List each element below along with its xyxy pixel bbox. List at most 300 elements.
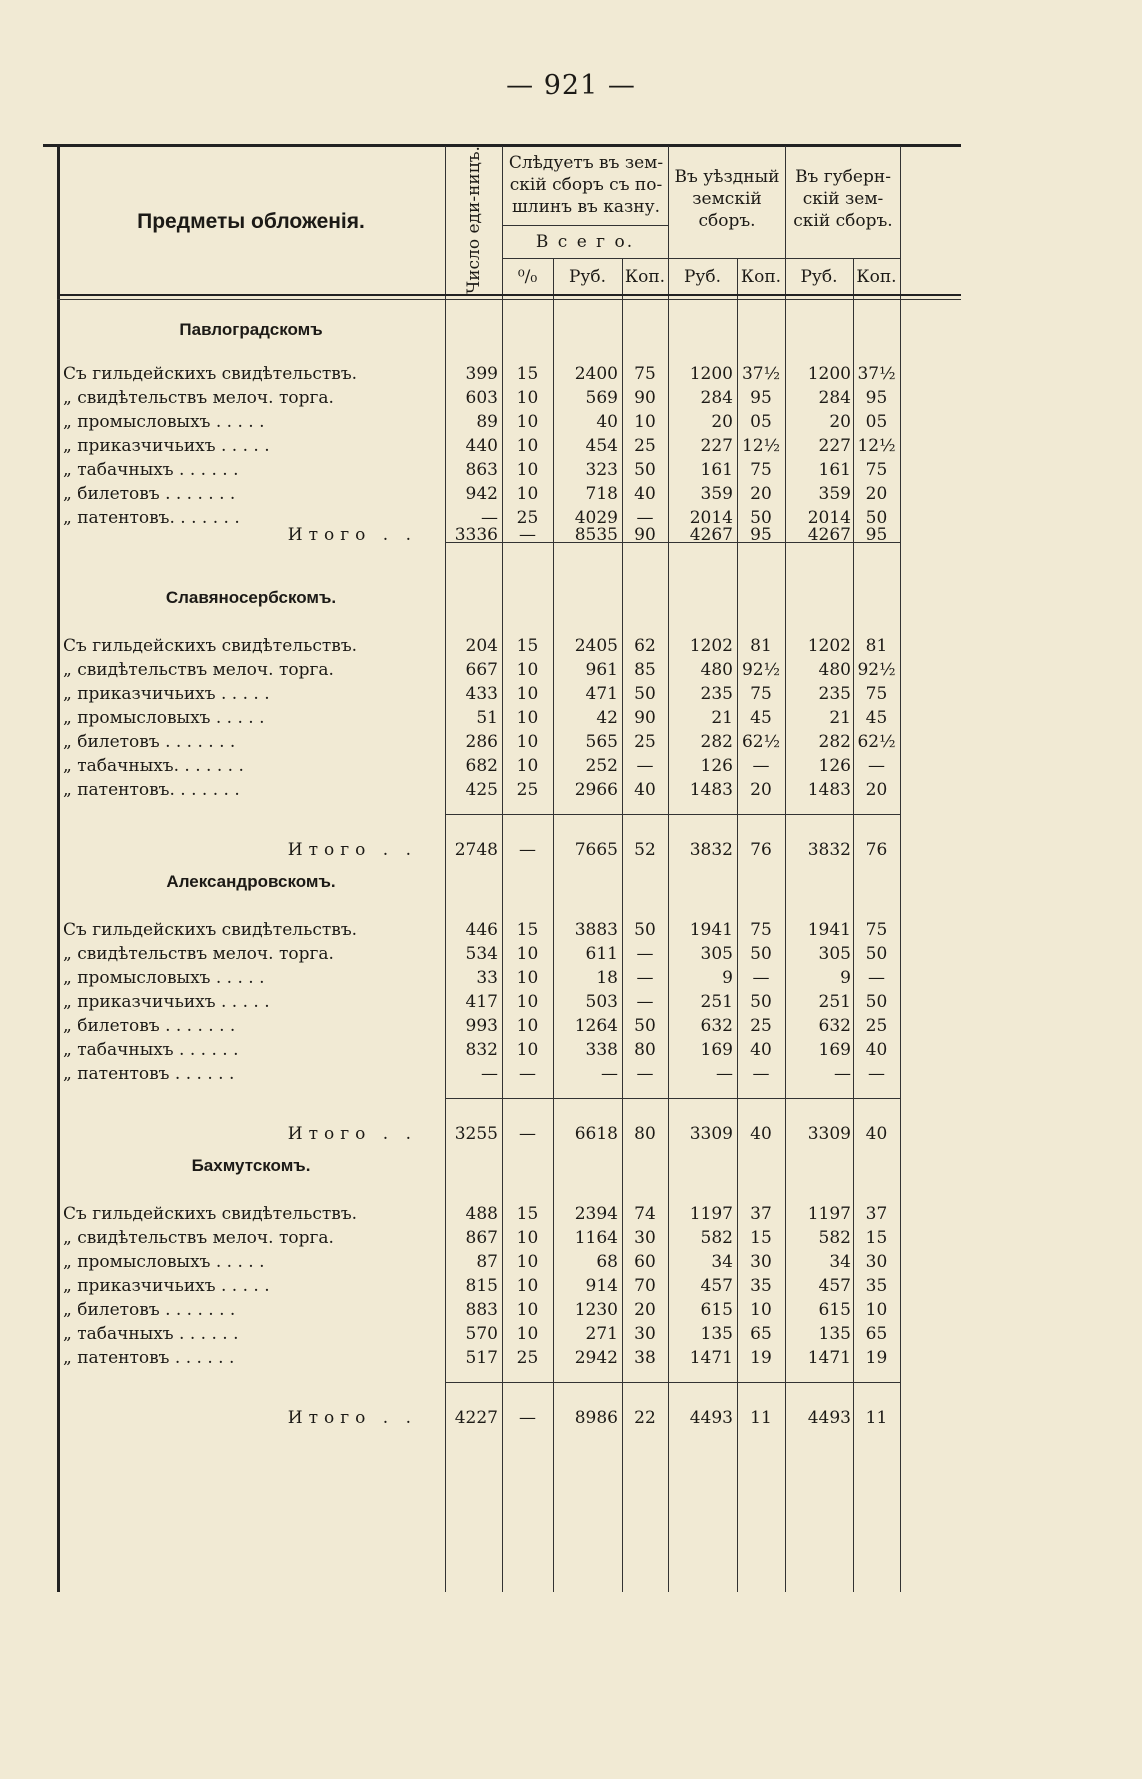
cell-pct: 10 [516, 1016, 539, 1036]
cell-g-kop: 95 [865, 525, 888, 545]
cell-units: 425 [465, 780, 498, 800]
cell-g-kop: 92½ [857, 660, 896, 680]
cell-d-kop: 40 [750, 1124, 772, 1144]
cell-g-rub: 282 [818, 732, 851, 752]
total-row [57, 838, 961, 862]
district-header: Въ уѣздный земскій сборъ. [674, 167, 780, 231]
cell-kop: 50 [634, 460, 656, 480]
row-label: „ свидѣтельствъ мелоч. торга. [63, 388, 334, 408]
cell-d-rub: 1202 [689, 636, 733, 656]
cell-pct: 15 [516, 920, 539, 940]
cell-d-rub: 9 [722, 968, 733, 988]
cell-g-rub: 1483 [807, 780, 851, 800]
cell-kop: — [636, 992, 654, 1012]
cell-pct: 10 [516, 1324, 539, 1344]
table-row [57, 942, 961, 966]
cell-g-rub: 20 [829, 412, 851, 432]
cell-d-kop: 50 [750, 992, 772, 1012]
cell-units: 204 [465, 636, 498, 656]
cell-d-rub: 305 [700, 944, 733, 964]
cell-d-rub: 1471 [689, 1348, 733, 1368]
cell-d-kop: — [752, 756, 770, 776]
cell-kop: 50 [634, 920, 656, 940]
cell-rub: 503 [585, 992, 618, 1012]
cell-d-rub: 21 [711, 708, 733, 728]
cell-pct: 10 [516, 436, 539, 456]
cell-g-kop: 05 [865, 412, 888, 432]
cell-kop: 40 [634, 780, 656, 800]
cell-d-kop: 75 [750, 920, 772, 940]
cell-d-kop: 12½ [741, 436, 781, 456]
cell-g-rub: 480 [818, 660, 851, 680]
table-row [57, 634, 961, 658]
table-row [57, 682, 961, 706]
cell-pct: — [519, 840, 536, 860]
cell-g-rub: 135 [818, 1324, 851, 1344]
cell-d-kop: — [752, 968, 770, 988]
cell-rub: 2405 [574, 636, 618, 656]
cell-d-kop: 95 [750, 525, 772, 545]
cell-units: 440 [465, 436, 498, 456]
cell-g-rub: 4267 [807, 525, 851, 545]
cell-pct: 10 [516, 992, 539, 1012]
cell-pct: 10 [516, 1300, 539, 1320]
cell-pct: 10 [516, 484, 539, 504]
cell-kop: 85 [634, 660, 656, 680]
cell-units: 534 [465, 944, 498, 964]
table-row [57, 990, 961, 1014]
row-label: „ патентовъ. . . . . . . [63, 508, 240, 528]
provincial-header: Въ губерн-скій зем-скій сборъ. [793, 167, 893, 231]
cell-g-kop: 75 [865, 920, 888, 940]
cell-units: — [481, 1064, 498, 1084]
row-label: „ патентовъ . . . . . . [63, 1064, 235, 1084]
row-label: „ свидѣтельствъ мелоч. торга. [63, 1228, 334, 1248]
row-label: „ патентовъ . . . . . . [63, 1348, 235, 1368]
table-row [57, 1038, 961, 1062]
row-label: „ табачныхъ. . . . . . . [63, 756, 244, 776]
cell-d-kop: 92½ [741, 660, 781, 680]
row-label: Съ гильдейскихъ свидѣтельствъ. [63, 1204, 358, 1224]
cell-kop: 52 [634, 840, 656, 860]
cell-rub: 914 [585, 1276, 618, 1296]
cell-g-kop: 50 [865, 508, 888, 528]
cell-g-kop: 65 [865, 1324, 888, 1344]
cell-rub: 569 [585, 388, 618, 408]
row-label: Съ гильдейскихъ свидѣтельствъ. [63, 636, 358, 656]
cell-units: 399 [465, 364, 498, 384]
total-label: Итого . . [287, 525, 417, 545]
cell-kop: 90 [634, 708, 656, 728]
cell-kop: 90 [634, 388, 656, 408]
cell-pct: 10 [516, 1252, 539, 1272]
section-title: Славяносербскомъ. [165, 588, 337, 607]
cell-rub: 1264 [574, 1016, 618, 1036]
cell-units: 667 [465, 660, 498, 680]
table-row [57, 730, 961, 754]
cell-d-kop: 40 [750, 1040, 772, 1060]
cell-rub: 338 [585, 1040, 618, 1060]
cell-g-rub: 126 [818, 756, 851, 776]
cell-d-kop: 75 [750, 460, 772, 480]
cell-pct: 10 [516, 1228, 539, 1248]
row-label: „ билетовъ . . . . . . . [63, 732, 236, 752]
cell-g-kop: 35 [865, 1276, 888, 1296]
table-row [57, 706, 961, 730]
cell-g-kop: — [868, 756, 885, 776]
cell-g-rub: 2014 [807, 508, 851, 528]
table-row [57, 1014, 961, 1038]
cell-g-kop: — [868, 968, 885, 988]
cell-pct: — [519, 1408, 536, 1428]
row-label: „ промысловыхъ . . . . . [63, 1252, 265, 1272]
cell-units: 433 [465, 684, 498, 704]
cell-g-kop: 62½ [857, 732, 896, 752]
table-row [57, 458, 961, 482]
cell-g-kop: 30 [865, 1252, 888, 1272]
cell-g-rub: 457 [818, 1276, 851, 1296]
header-rule [502, 225, 668, 226]
cell-units: 603 [465, 388, 498, 408]
total-header: В с е г о. [535, 232, 635, 252]
header-rule [502, 258, 900, 259]
row-label: „ табачныхъ . . . . . . [63, 1040, 239, 1060]
cell-units: 87 [476, 1252, 498, 1272]
cell-rub: 40 [596, 412, 618, 432]
cell-pct: 10 [516, 684, 539, 704]
cell-kop: 38 [634, 1348, 656, 1368]
cell-pct: 25 [516, 780, 539, 800]
cell-d-kop: 37 [750, 1204, 772, 1224]
cell-rub: 271 [585, 1324, 618, 1344]
cell-g-kop: 25 [865, 1016, 888, 1036]
cell-d-kop: 50 [750, 508, 772, 528]
cell-g-rub: 1471 [807, 1348, 851, 1368]
cell-g-rub: 615 [818, 1300, 851, 1320]
cell-pct: 10 [516, 968, 539, 988]
cell-units: 867 [465, 1228, 498, 1248]
cell-d-kop: 65 [750, 1324, 772, 1344]
cell-d-kop: 37½ [741, 364, 781, 384]
cell-pct: 10 [516, 756, 539, 776]
total-label: Итого . . [287, 1408, 417, 1428]
cell-d-rub: 34 [711, 1252, 733, 1272]
header-bottom-rule [57, 294, 961, 296]
cell-g-kop: 40 [865, 1040, 888, 1060]
row-label: „ билетовъ . . . . . . . [63, 484, 236, 504]
page-number: — 921 — [506, 70, 636, 101]
cell-d-kop: 11 [750, 1408, 772, 1428]
cell-pct: 15 [516, 1204, 539, 1224]
cell-rub: 718 [585, 484, 618, 504]
cell-units: 942 [465, 484, 498, 504]
cell-g-kop: 50 [865, 992, 888, 1012]
cell-rub: 18 [596, 968, 618, 988]
cell-units: 863 [465, 460, 498, 480]
row-label: „ табачныхъ . . . . . . [63, 460, 239, 480]
cell-units: 832 [465, 1040, 498, 1060]
cell-pct: 25 [516, 508, 539, 528]
cell-kop: — [636, 1064, 654, 1084]
table-row [57, 1062, 961, 1086]
cell-units: 446 [465, 920, 498, 940]
cell-units: 417 [465, 992, 498, 1012]
section-title: Павлоградскомъ [179, 320, 323, 339]
cell-pct: 10 [516, 388, 539, 408]
cell-d-rub: 1200 [689, 364, 733, 384]
cell-units: 570 [465, 1324, 498, 1344]
cell-d-kop: 81 [750, 636, 772, 656]
cell-kop: 90 [634, 525, 656, 545]
cell-kop: 25 [634, 436, 656, 456]
cell-d-rub: 2014 [689, 508, 733, 528]
cell-g-rub: 1941 [807, 920, 851, 940]
cell-d-rub: 632 [700, 1016, 733, 1036]
cell-pct: 15 [516, 636, 539, 656]
cell-pct: 25 [516, 1348, 539, 1368]
cell-g-rub: 632 [818, 1016, 851, 1036]
table-row [57, 410, 961, 434]
cell-d-kop: 62½ [741, 732, 781, 752]
cell-d-kop: 15 [750, 1228, 772, 1248]
cell-kop: — [636, 944, 654, 964]
cell-kop: 70 [634, 1276, 656, 1296]
cell-units: 4227 [454, 1408, 498, 1428]
cell-d-rub: 4267 [689, 525, 733, 545]
cell-d-rub: — [716, 1064, 733, 1084]
cell-units: 517 [465, 1348, 498, 1368]
cell-d-rub: 4493 [689, 1408, 733, 1428]
cell-rub: 8986 [574, 1408, 618, 1428]
cell-g-kop: 75 [865, 460, 888, 480]
provincial-rub-header: Руб. [800, 267, 838, 287]
table-row [57, 1322, 961, 1346]
cell-rub: 4029 [574, 508, 618, 528]
cell-units: 488 [465, 1204, 498, 1224]
cell-d-rub: 359 [700, 484, 733, 504]
cell-rub: 961 [585, 660, 618, 680]
cell-pct: 15 [516, 364, 539, 384]
row-label: „ промысловыхъ . . . . . [63, 968, 265, 988]
cell-kop: 50 [634, 684, 656, 704]
cell-pct: 10 [516, 732, 539, 752]
cell-units: 33 [476, 968, 498, 988]
cell-pct: 10 [516, 460, 539, 480]
cell-d-rub: 3832 [689, 840, 733, 860]
table-row [57, 658, 961, 682]
cell-rub: 42 [596, 708, 618, 728]
cell-g-kop: 12½ [857, 436, 896, 456]
cell-kop: 20 [634, 1300, 656, 1320]
units-header-text: Число еди-ницъ. [463, 146, 484, 294]
cell-rub: 3883 [574, 920, 618, 940]
cell-pct: — [519, 525, 536, 545]
cell-rub: 2942 [574, 1348, 618, 1368]
cell-rub: 565 [585, 732, 618, 752]
cell-d-rub: 251 [700, 992, 733, 1012]
cell-units: 3336 [454, 525, 498, 545]
cell-g-kop: 20 [865, 484, 888, 504]
cell-d-rub: 284 [700, 388, 733, 408]
cell-g-kop: 10 [865, 1300, 888, 1320]
cell-kop: 60 [634, 1252, 656, 1272]
cell-g-kop: 81 [865, 636, 888, 656]
row-label: „ свидѣтельствъ мелоч. торга. [63, 944, 334, 964]
cell-d-kop: 05 [750, 412, 772, 432]
row-label: „ приказчичьихъ . . . . . [63, 684, 270, 704]
cell-d-rub: 227 [700, 436, 733, 456]
subtotal-rule [445, 1382, 900, 1383]
cell-d-rub: 282 [700, 732, 733, 752]
cell-d-kop: 20 [750, 780, 772, 800]
provincial-kop-header: Коп. [856, 267, 897, 287]
cell-pct: — [519, 1124, 536, 1144]
table-row [57, 754, 961, 778]
cell-g-rub: 582 [818, 1228, 851, 1248]
cell-pct: 10 [516, 944, 539, 964]
cell-d-rub: 161 [700, 460, 733, 480]
total-row [57, 1406, 961, 1430]
row-label: „ промысловыхъ . . . . . [63, 708, 265, 728]
cell-units: 883 [465, 1300, 498, 1320]
cell-g-rub: 251 [818, 992, 851, 1012]
subject-header: Предметы обложенія. [137, 210, 365, 233]
cell-d-rub: 480 [700, 660, 733, 680]
table-row [57, 778, 961, 802]
cell-units: 3255 [454, 1124, 498, 1144]
cell-d-rub: 457 [700, 1276, 733, 1296]
cell-g-rub: 359 [818, 484, 851, 504]
row-label: Съ гильдейскихъ свидѣтельствъ. [63, 920, 358, 940]
row-label: „ патентовъ. . . . . . . [63, 780, 240, 800]
pct-header: ⁰/₀ [517, 267, 538, 287]
cell-g-kop: 15 [865, 1228, 888, 1248]
cell-rub: 1164 [574, 1228, 618, 1248]
cell-g-rub: 3832 [807, 840, 851, 860]
section-title: Бахмутскомъ. [191, 1156, 311, 1175]
cell-units: 2748 [454, 840, 498, 860]
table-row [57, 386, 961, 410]
cell-g-kop: — [868, 1064, 885, 1084]
cell-rub: 611 [585, 944, 618, 964]
cell-rub: 68 [596, 1252, 618, 1272]
total-label: Итого . . [287, 1124, 417, 1144]
cell-kop: 74 [634, 1204, 656, 1224]
cell-d-kop: 25 [750, 1016, 772, 1036]
district-kop-header: Коп. [740, 267, 782, 287]
total-row [57, 1122, 961, 1146]
cell-d-kop: — [752, 1064, 770, 1084]
cell-kop: 80 [634, 1040, 656, 1060]
cell-kop: 22 [634, 1408, 656, 1428]
row-label: „ билетовъ . . . . . . . [63, 1016, 236, 1036]
cell-g-rub: 9 [840, 968, 851, 988]
cell-g-rub: 235 [818, 684, 851, 704]
district-rub-header: Руб. [683, 267, 722, 287]
cell-pct: 10 [516, 1276, 539, 1296]
cell-rub: 252 [585, 756, 618, 776]
cell-d-rub: 615 [700, 1300, 733, 1320]
cell-rub: 323 [585, 460, 618, 480]
cell-rub: 471 [585, 684, 618, 704]
cell-kop: 10 [634, 412, 656, 432]
table-row [57, 1226, 961, 1250]
cell-d-rub: 20 [711, 412, 733, 432]
cell-d-kop: 76 [750, 840, 772, 860]
cell-d-rub: 126 [700, 756, 733, 776]
cell-g-rub: 1200 [807, 364, 851, 384]
cell-g-rub: 227 [818, 436, 851, 456]
cell-g-kop: 19 [865, 1348, 888, 1368]
table-row [57, 1274, 961, 1298]
cell-g-kop: 75 [865, 684, 888, 704]
cell-pct: 10 [516, 660, 539, 680]
cell-kop: 80 [634, 1124, 656, 1144]
row-label: „ табачныхъ . . . . . . [63, 1324, 239, 1344]
row-label: Съ гильдейскихъ свидѣтельствъ. [63, 364, 358, 384]
cell-g-rub: 169 [818, 1040, 851, 1060]
cell-g-rub: 21 [829, 708, 851, 728]
total-row [57, 523, 961, 547]
cell-pct: 10 [516, 708, 539, 728]
cell-d-rub: 1941 [689, 920, 733, 940]
cell-g-rub: 34 [829, 1252, 851, 1272]
cell-units: 682 [465, 756, 498, 776]
table-row [57, 966, 961, 990]
table-row [57, 1298, 961, 1322]
cell-d-rub: 135 [700, 1324, 733, 1344]
row-label: „ приказчичьихъ . . . . . [63, 436, 270, 456]
cell-rub: 2394 [574, 1204, 618, 1224]
cell-g-kop: 50 [865, 944, 888, 964]
treasury-header: Слѣдуетъ въ зем-скій сборъ съ по-шлинъ въ казну. [508, 153, 664, 217]
cell-g-kop: 76 [865, 840, 888, 860]
cell-kop: 25 [634, 732, 656, 752]
cell-rub: 2966 [574, 780, 618, 800]
cell-rub: 7665 [574, 840, 618, 860]
table-row [57, 918, 961, 942]
cell-rub: 454 [585, 436, 618, 456]
cell-g-rub: 4493 [807, 1408, 851, 1428]
cell-kop: — [636, 756, 654, 776]
cell-d-rub: 1197 [689, 1204, 733, 1224]
cell-pct: 10 [516, 1040, 539, 1060]
cell-g-kop: 45 [865, 708, 888, 728]
cell-units: 89 [476, 412, 498, 432]
cell-g-kop: 40 [865, 1124, 888, 1144]
cell-d-kop: 19 [750, 1348, 772, 1368]
kop-header: Коп. [624, 267, 666, 287]
cell-rub: 8535 [574, 525, 618, 545]
cell-g-rub: 305 [818, 944, 851, 964]
cell-units: — [481, 508, 498, 528]
row-label: „ билетовъ . . . . . . . [63, 1300, 236, 1320]
row-label: „ приказчичьихъ . . . . . [63, 992, 270, 1012]
table-row [57, 434, 961, 458]
section-title: Александровскомъ. [166, 872, 336, 891]
header-bottom-rule [57, 299, 961, 300]
cell-g-rub: 161 [818, 460, 851, 480]
table-row [57, 1250, 961, 1274]
cell-d-kop: 95 [750, 388, 772, 408]
cell-units: 286 [465, 732, 498, 752]
row-label: „ свидѣтельствъ мелоч. торга. [63, 660, 334, 680]
cell-kop: — [636, 508, 654, 528]
cell-kop: 40 [634, 484, 656, 504]
cell-rub: 2400 [574, 364, 618, 384]
tax-table [57, 142, 961, 1592]
cell-d-rub: 3309 [689, 1124, 733, 1144]
